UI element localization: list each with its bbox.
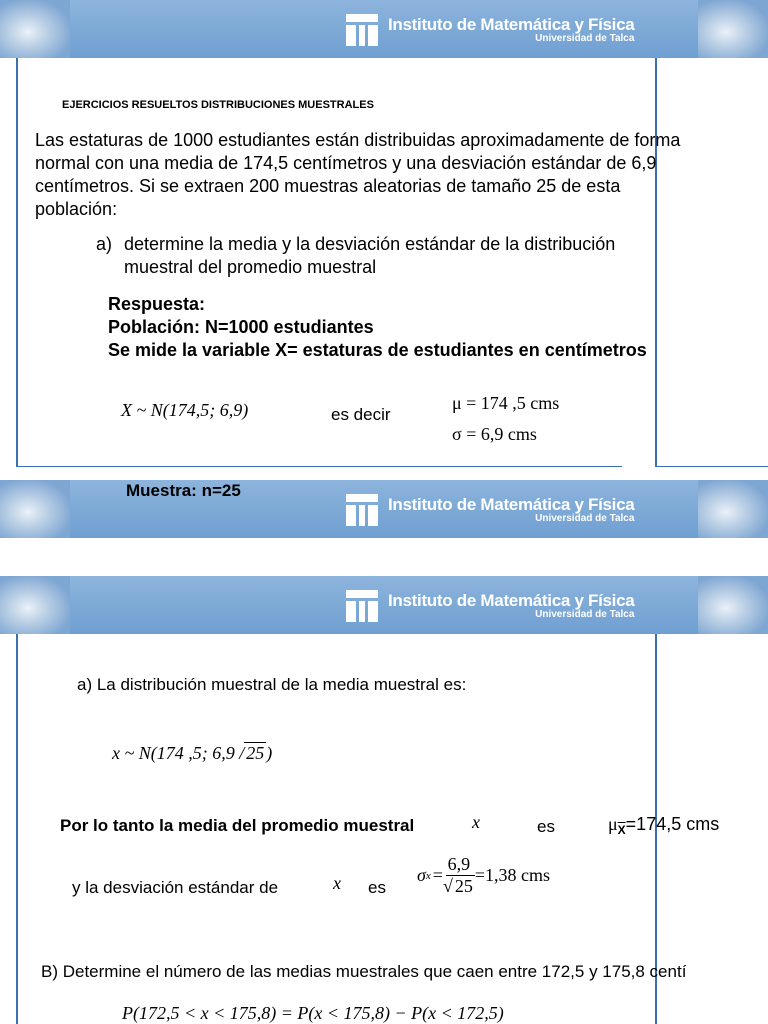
problem-line: población: bbox=[35, 199, 118, 219]
institute-logo bbox=[346, 494, 634, 526]
equals-sign: = bbox=[432, 865, 443, 885]
problem-text bbox=[35, 129, 680, 221]
frame-line bbox=[655, 58, 657, 466]
header-banner bbox=[0, 576, 768, 634]
item-a-text bbox=[124, 233, 615, 279]
sqrt-term: 25 bbox=[454, 876, 473, 896]
sigma-value: =1,38 cms bbox=[474, 865, 550, 885]
problem-line: normal con una media de 174,5 centímetros y una desviación estándar de 6,9 bbox=[35, 153, 657, 173]
mu-result bbox=[608, 814, 719, 837]
logo-icon bbox=[346, 14, 378, 46]
x-symbol: x bbox=[472, 812, 480, 832]
sigma-subscript: x bbox=[425, 869, 431, 882]
decorative-image bbox=[0, 576, 70, 634]
distribution-formula: X ~ N(174,5; 6,9) bbox=[121, 400, 249, 420]
mu-value: =174,5 cms bbox=[625, 814, 720, 834]
brand-subtitle: Universidad de Talca bbox=[535, 609, 635, 620]
sqrt-term: 25 bbox=[246, 743, 265, 763]
mu-formula: μ = 174 ,5 cms bbox=[452, 393, 560, 413]
brand-title: Instituto de Matemática y Física bbox=[388, 15, 635, 34]
formula-part: x ~ N(174 ,5; 6,9 / bbox=[112, 743, 245, 763]
decorative-image bbox=[698, 576, 768, 634]
sigma-result bbox=[417, 854, 550, 897]
part-b-text: B) Determine el número de las medias muestrales que caen entre 172,5 y 175,8 centí bbox=[41, 962, 687, 981]
brand-subtitle: Universidad de Talca bbox=[535, 33, 635, 44]
sampling-distribution-formula bbox=[112, 743, 272, 764]
fraction-numerator: 6,9 bbox=[447, 854, 471, 874]
fraction bbox=[443, 854, 475, 897]
answer-line: Respuesta: bbox=[108, 294, 206, 314]
es-text: es bbox=[537, 817, 555, 836]
mean-statement: Por lo tanto la media del promedio muestral bbox=[60, 816, 415, 835]
sample-size: Muestra: n=25 bbox=[126, 481, 241, 500]
sd-statement: y la desviación estándar de bbox=[72, 878, 279, 897]
sigma-symbol: σ bbox=[417, 865, 426, 885]
problem-line: Las estaturas de 1000 estudiantes están distribuidas aproximadamente de forma bbox=[35, 130, 681, 150]
answer-line: Se mide la variable X= estaturas de estudiantes en centímetros bbox=[108, 340, 647, 360]
brand-title: Instituto de Matemática y Física bbox=[388, 591, 635, 610]
mu-symbol: μ bbox=[608, 814, 618, 834]
decorative-image bbox=[698, 480, 768, 538]
probability-formula: P(172,5 < x < 175,8) = P(x < 175,8) − P(x < 172,5) bbox=[122, 1003, 504, 1023]
decorative-image bbox=[698, 0, 768, 58]
logo-icon bbox=[346, 494, 378, 526]
formula-part: ) bbox=[266, 743, 273, 763]
item-a-line: determine la media y la desviación estándar de la distribución bbox=[124, 234, 616, 254]
problem-line: centímetros. Si se extraen 200 muestras aleatorias de tamaño 25 de esta bbox=[35, 176, 621, 196]
decorative-image bbox=[0, 480, 70, 538]
frame-line bbox=[16, 58, 18, 466]
header-banner bbox=[0, 0, 768, 58]
brand-subtitle: Universidad de Talca bbox=[535, 513, 635, 524]
header-banner bbox=[0, 480, 768, 538]
sampling-distribution-heading: a) La distribución muestral de la media muestral es: bbox=[77, 675, 467, 694]
x-symbol: x bbox=[333, 873, 341, 893]
answer-line: Población: N=1000 estudiantes bbox=[108, 317, 374, 337]
fraction-denominator: √ 25 bbox=[442, 876, 473, 896]
frame-line bbox=[16, 634, 18, 1024]
sigma-formula: σ = 6,9 cms bbox=[452, 424, 537, 444]
answer-block bbox=[108, 293, 647, 362]
slide-3 bbox=[0, 576, 768, 1024]
frame-line bbox=[16, 466, 622, 467]
decorative-image bbox=[0, 0, 70, 58]
item-a-label: a) bbox=[96, 234, 113, 254]
logo-icon bbox=[346, 590, 378, 622]
mu-subscript: X bbox=[617, 823, 626, 837]
institute-logo bbox=[346, 14, 634, 46]
frame-line bbox=[655, 466, 768, 467]
es-text: es bbox=[368, 878, 386, 897]
slide-2 bbox=[0, 478, 768, 568]
es-decir-text: es decir bbox=[331, 405, 391, 424]
item-a-line: muestral del promedio muestral bbox=[124, 257, 377, 277]
slide-1 bbox=[0, 0, 768, 470]
page-heading: EJERCICIOS RESUELTOS DISTRIBUCIONES MUESTRALES bbox=[62, 99, 374, 111]
institute-logo bbox=[346, 590, 634, 622]
brand-title: Instituto de Matemática y Física bbox=[388, 495, 635, 514]
